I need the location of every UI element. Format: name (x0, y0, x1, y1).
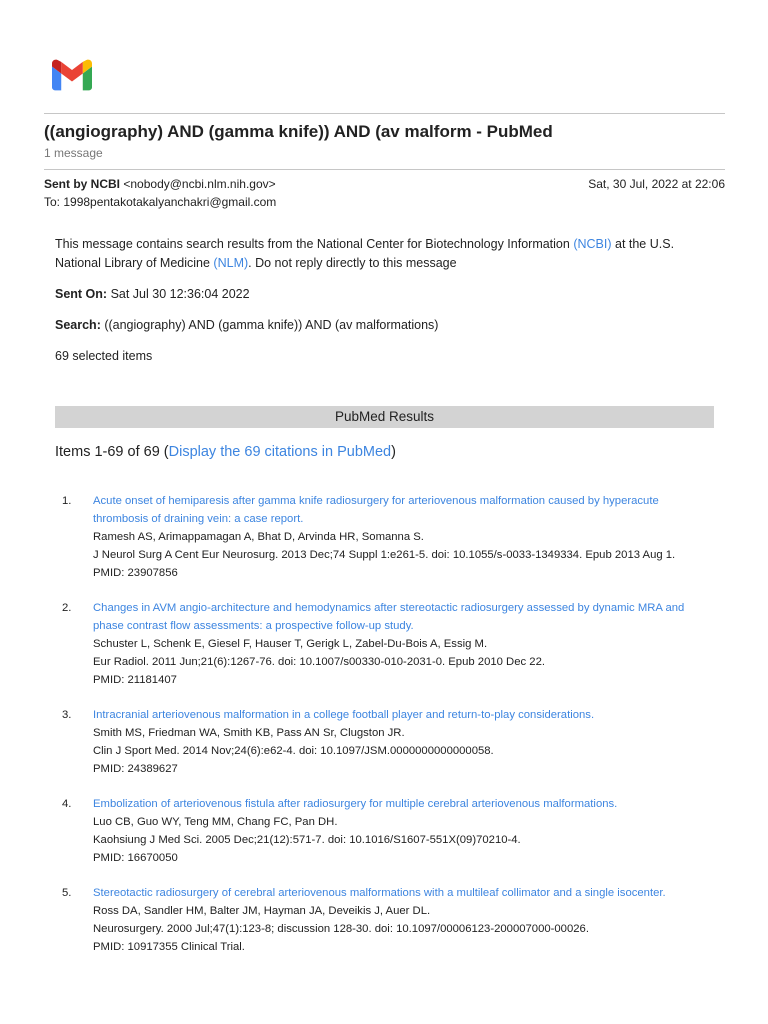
results-list (55, 492, 715, 973)
items-count-line (55, 444, 396, 460)
result-authors: Schuster L, Schenk E, Giesel F, Hauser T, Gerigk L, Zabel-Du-Bois A, Essig M. (93, 638, 488, 650)
display-citations-link[interactable]: Display the 69 citations in PubMed (168, 444, 392, 460)
result-title-link[interactable]: Stereotactic radiosurgery of cerebral arteriovenous malformations with a multileaf collimator and a single isocenter. (93, 887, 666, 899)
email-date: Sat, 30 Jul, 2022 at 22:06 (588, 177, 725, 191)
items-prefix: Items 1-69 of 69 ( (55, 444, 169, 460)
result-title-link[interactable]: Changes in AVM angio-architecture and hemodynamics after stereotactic radiosurgery assessed by dynamic MRA and phase contrast flow assessments: a prospective follow-up study. (93, 602, 685, 632)
result-journal: Eur Radiol. 2011 Jun;21(6):1267-76. doi: 10.1007/s00330-010-2031-0. Epub 2010 Dec 22. (93, 656, 545, 668)
message-body (55, 235, 715, 378)
result-authors: Luo CB, Guo WY, Teng MM, Chang FC, Pan DH. (93, 816, 338, 828)
thread-divider (44, 169, 725, 170)
email-subject: ((angiography) AND (gamma knife)) AND (av malform - PubMed (44, 122, 553, 141)
result-authors: Ramesh AS, Arimappamagan A, Bhat D, Arvinda HR, Somanna S. (93, 531, 424, 543)
result-pmid: PMID: 23907856 (93, 567, 178, 579)
result-pmid: PMID: 21181407 (93, 674, 177, 686)
header-divider (44, 113, 725, 114)
result-number: 2. (62, 602, 72, 614)
result-item (55, 492, 715, 582)
result-number: 5. (62, 887, 72, 899)
pubmed-results-banner: PubMed Results (55, 406, 714, 428)
intro-text-2: at the U.S. National Library of Medicine (55, 237, 675, 270)
message-count: 1 message (44, 146, 103, 160)
intro-paragraph (55, 235, 715, 273)
result-journal: J Neurol Surg A Cent Eur Neurosurg. 2013 Dec;74 Suppl 1:e261-5. doi: 10.1055/s-0033-1349334. Epub 2013 Aug 1. (93, 549, 676, 561)
result-pmid: PMID: 24389627 (93, 763, 178, 775)
intro-text-1: This message contains search results from the National Center for Biotechnology Information (55, 237, 574, 251)
result-title-link[interactable]: Acute onset of hemiparesis after gamma knife radiosurgery for arteriovenous malformation caused by hyperacute thrombosis of draining vein: a case report. (93, 495, 659, 525)
recipient-line: To: 1998pentakotakalyanchakri@gmail.com (44, 195, 277, 209)
intro-text-3: . Do not reply directly to this message (248, 256, 457, 270)
sender-label: Sent by NCBI (44, 177, 121, 191)
result-title-link[interactable]: Embolization of arteriovenous fistula after radiosurgery for multiple cerebral arteriovenous malformations. (93, 798, 618, 810)
gmail-logo-icon (52, 58, 92, 92)
result-item (55, 795, 715, 867)
sender-email: <nobody@ncbi.nlm.nih.gov> (123, 177, 276, 191)
sender-line (44, 177, 276, 191)
result-journal: Clin J Sport Med. 2014 Nov;24(6):e62-4. doi: 10.1097/JSM.0000000000000058. (93, 745, 494, 757)
result-pmid: PMID: 10917355 Clinical Trial. (93, 941, 245, 953)
result-authors: Smith MS, Friedman WA, Smith KB, Pass AN Sr, Clugston JR. (93, 727, 405, 739)
items-suffix: ) (391, 444, 396, 460)
result-authors: Ross DA, Sandler HM, Balter JM, Hayman JA, Deveikis J, Auer DL. (93, 905, 431, 917)
result-item (55, 599, 715, 689)
result-title-link[interactable]: Intracranial arteriovenous malformation in a college football player and return-to-play considerations. (93, 709, 595, 721)
selected-items: 69 selected items (55, 349, 153, 363)
result-journal: Kaohsiung J Med Sci. 2005 Dec;21(12):571-7. doi: 10.1016/S1607-551X(09)70210-4. (93, 834, 521, 846)
search-label: Search: (55, 318, 101, 332)
result-number: 4. (62, 798, 72, 810)
result-number: 1. (62, 495, 72, 507)
sent-on-label: Sent On: (55, 287, 108, 301)
sent-on-value: Sat Jul 30 12:36:04 2022 (107, 287, 250, 301)
ncbi-link[interactable]: (NCBI) (573, 237, 612, 251)
nlm-link[interactable]: (NLM) (213, 256, 249, 270)
result-item (55, 884, 715, 956)
search-line (55, 316, 715, 335)
result-number: 3. (62, 709, 72, 721)
sent-on-line (55, 285, 715, 304)
result-journal: Neurosurgery. 2000 Jul;47(1):123-8; discussion 128-30. doi: 10.1097/00006123-200007000-00026. (93, 923, 589, 935)
result-item (55, 706, 715, 778)
search-query: ((angiography) AND (gamma knife)) AND (av malformations) (100, 318, 439, 332)
result-pmid: PMID: 16670050 (93, 852, 178, 864)
